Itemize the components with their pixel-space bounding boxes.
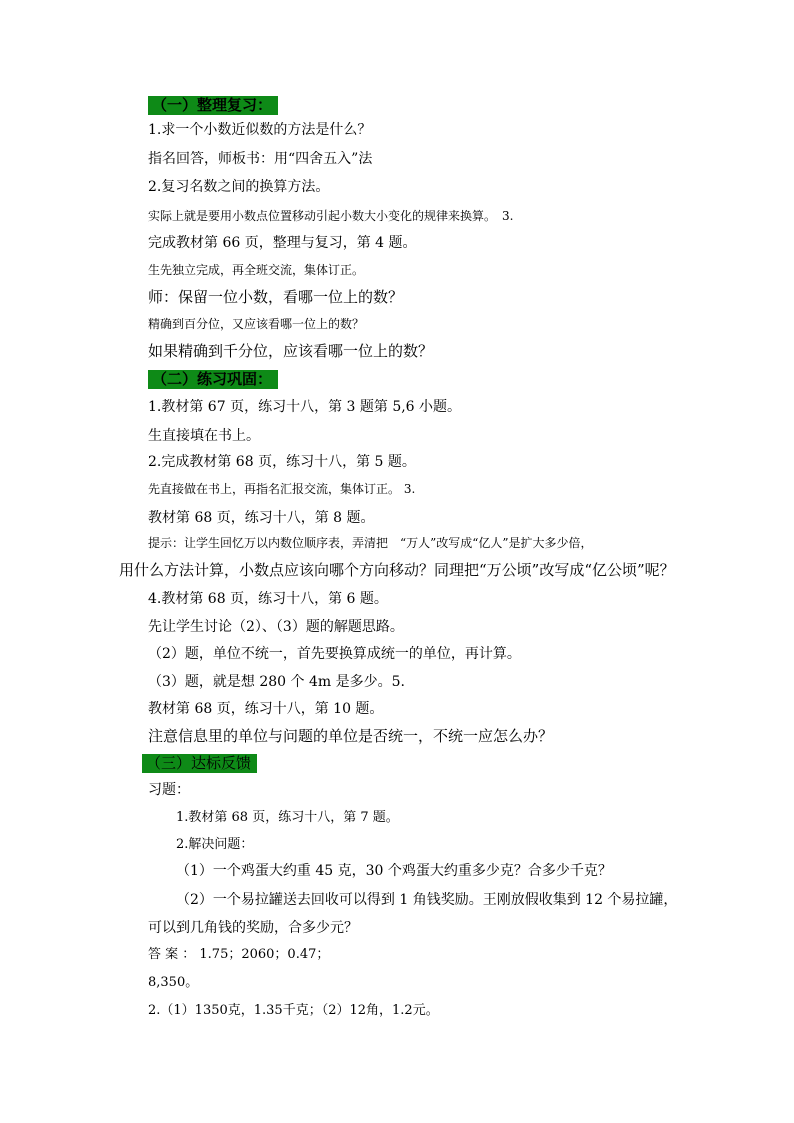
- text-line: 用什么方法计算，小数点应该向哪个方向移动？同理把“万公顷”改写成“亿公顷”呢？: [119, 561, 675, 579]
- text-line: 生先独立完成，再全班交流，集体订正。: [148, 263, 365, 277]
- text-line: 2.复习名数之间的换算方法。: [148, 179, 330, 195]
- text-line: （1）一个鸡蛋大约重 45 克，30 个鸡蛋大约重多少克？合多少千克？: [176, 863, 612, 879]
- text-line: （2）一个易拉罐送去回收可以得到 1 角钱奖励。王刚放假收集到 12 个易拉罐，: [176, 892, 678, 908]
- text-line: 4.教材第 68 页，练习十八，第 6 题。: [148, 591, 388, 607]
- text-line: 师：保留一位小数，看哪一位上的数？: [148, 288, 404, 306]
- text-line: 可以到几角钱的奖励，合多少元？: [148, 920, 358, 936]
- text-line: 2.解决问题：: [176, 837, 254, 852]
- text-line: 注意信息里的单位与问题的单位是否统一，不统一应怎么办？: [148, 727, 554, 745]
- text-line: 教材第 68 页，练习十八，第 10 题。: [148, 701, 384, 717]
- text-line: 精确到百分位，又应该看哪一位上的数？: [148, 317, 365, 331]
- text-line: 先直接做在书上，再指名汇报交流，集体订正。 3.: [148, 482, 416, 496]
- answer-line: 答 案 ： 1.75；2060；0.47；: [148, 947, 330, 962]
- text-line: 提示：让学生回忆万以内数位顺序表，弄清把 “万人”改写成“亿人”是扩大多少倍，: [148, 536, 593, 550]
- section-heading-review: （一）整理复习：: [148, 96, 278, 115]
- text-line: 生直接填在书上。: [148, 428, 260, 444]
- text-line: （3）题，就是想 280 个 4m 是多少。5.: [148, 674, 405, 690]
- text-line: 1.求一个小数近似数的方法是什么？: [148, 122, 372, 138]
- answer-line: 8,350。: [148, 975, 199, 990]
- text-line: 指名回答，师板书：用“四舍五入”法: [148, 151, 373, 167]
- text-line: 实际上就是要用小数点位置移动引起小数大小变化的规律来换算。 3.: [148, 209, 514, 223]
- text-line: 习题：: [148, 782, 190, 798]
- answer-line: 2.（1）1350克，1.35千克；（2）12角，1.2元。: [148, 1003, 439, 1018]
- text-line: （2）题，单位不统一，首先要换算成统一的单位，再计算。: [148, 646, 521, 662]
- text-line: 2.完成教材第 68 页，练习十八，第 5 题。: [148, 454, 416, 470]
- text-line: 1.教材第 68 页，练习十八，第 7 题。: [176, 810, 399, 825]
- text-line: 先让学生讨论（2）、（3）题的解题思路。: [148, 619, 404, 635]
- section-heading-practice: （二）练习巩固：: [148, 370, 278, 389]
- text-line: 教材第 68 页，练习十八，第 8 题。: [148, 510, 375, 526]
- text-line: 完成教材第 66 页，整理与复习，第 4 题。: [148, 235, 417, 251]
- text-line: 如果精确到千分位，应该看哪一位上的数？: [148, 342, 434, 360]
- text-line: 1.教材第 67 页，练习十八，第 3 题第 5,6 小题。: [148, 399, 462, 415]
- section-heading-feedback: （三）达标反馈: [142, 754, 257, 773]
